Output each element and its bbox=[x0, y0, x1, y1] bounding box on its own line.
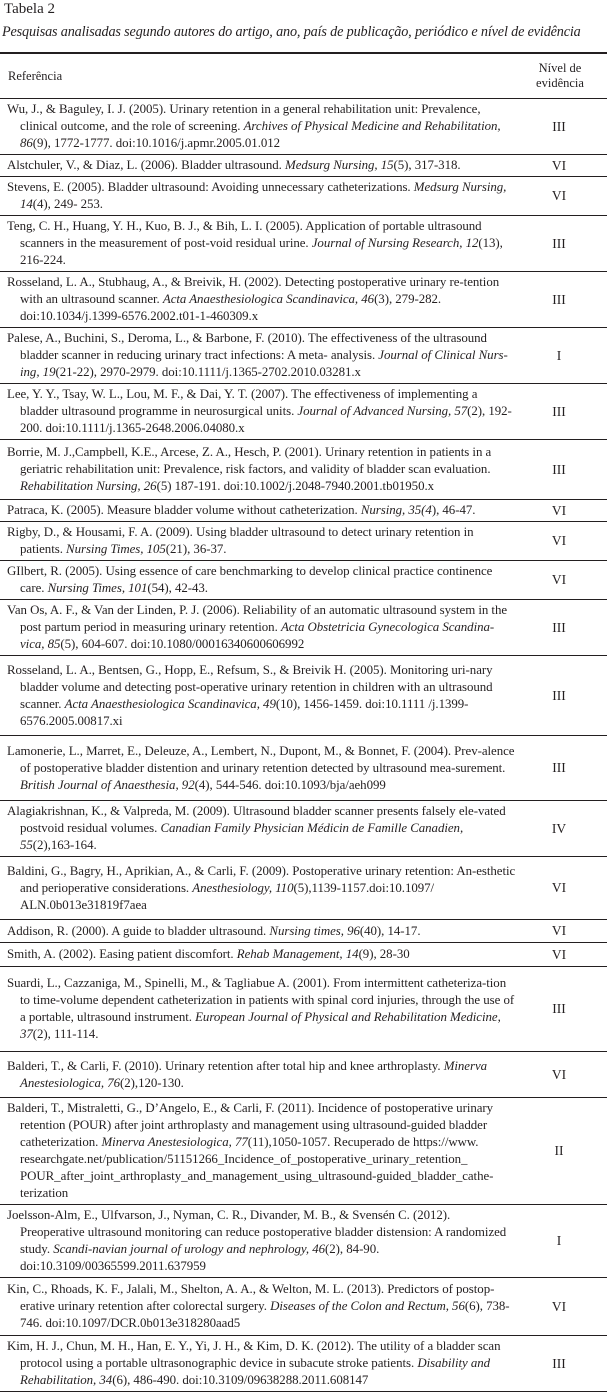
reference-cell bbox=[0, 943, 516, 967]
reference-text: Lamonerie, L., Marret, E., Deleuze, A., Lembert, N., Dupont, M., & Bonnet, F. (2004). Prev-alence of postoperative bladder distention and urinary retention detected by ultrasound mea-surement. bbox=[7, 743, 515, 775]
evidence-level-cell: VI bbox=[516, 857, 607, 920]
evidence-level-cell: III bbox=[516, 1336, 607, 1392]
journal-name: Nursing Times, 105 bbox=[66, 542, 166, 556]
table-row bbox=[0, 272, 607, 328]
citation-details: ), 46-47. bbox=[431, 503, 476, 517]
citation-details: (40), 14-17. bbox=[359, 923, 421, 938]
table-row bbox=[0, 600, 607, 656]
citation-details: (2), 192-200. doi:10.1111/j.1365-2648.2006.04080.x bbox=[20, 404, 512, 435]
citation-details: (4), 544-546. doi:10.1093/bja/aeh099 bbox=[194, 777, 386, 792]
citation-details: (2),120-130. bbox=[120, 1075, 184, 1090]
reference-cell bbox=[0, 272, 516, 328]
evidence-level-cell: III bbox=[516, 967, 607, 1052]
citation-details: (6), 486-490. doi:10.3109/09638288.2011.608147 bbox=[112, 1373, 369, 1387]
journal-name: Scandi-navian journal of urology and nephrology, 46 bbox=[53, 1242, 326, 1256]
reference-cell bbox=[0, 561, 516, 600]
reference-text: Baldini, G., Bagry, H., Aprikian, A., & Carli, F. (2009). Postoperative urinary retention: An-esthetic and perioperative considerations. bbox=[7, 863, 516, 895]
reference-cell bbox=[0, 216, 516, 272]
citation-details: (54), 42-43. bbox=[147, 581, 208, 595]
evidence-level-cell: III bbox=[516, 384, 607, 440]
table-row bbox=[0, 920, 607, 943]
evidence-level-cell: III bbox=[516, 600, 607, 656]
citation-details: (5),1139-1157.doi:10.1097/ ALN.0b013e31819f7aea bbox=[20, 880, 435, 912]
reference-cell bbox=[0, 600, 516, 656]
journal-name: Acta Anaesthesiologica Scandinavica, 49 bbox=[64, 696, 276, 711]
evidence-level-cell: III bbox=[516, 440, 607, 500]
citation-details: (9), 1772-1777. doi:10.1016/j.apmr.2005.01.012 bbox=[32, 136, 281, 150]
journal-name: Minerva Anestesiologica, 77 bbox=[101, 1135, 248, 1149]
reference-text: Palese, A., Buchini, S., Deroma, L., & Barbone, F. (2010). The effectiveness of the ultrasound bladder scanner in reducing urinary tract infections: A meta- analysis. bbox=[7, 331, 487, 362]
citation-details: (10), 1456-1459. doi:10.1111 /j.1399-6576.2005.00817.xi bbox=[20, 696, 469, 728]
table-caption: Pesquisas analisadas segundo autores do artigo, ano, país de publicação, periódico e nível de evidência bbox=[2, 24, 581, 40]
evidence-level-cell: III bbox=[516, 216, 607, 272]
citation-details: (21-22), 2970-2979. doi:10.1111/j.1365-2702.2010.03281.x bbox=[55, 365, 361, 379]
table-row bbox=[0, 500, 607, 522]
journal-name: Journal of Advanced Nursing, 57 bbox=[297, 404, 468, 418]
evidence-level-cell: VI bbox=[516, 522, 607, 561]
journal-name: Anesthesiology, 110 bbox=[192, 880, 294, 895]
reference-text: Kin, C., Rhoads, K. F., Jalali, M., Shelton, A. A., & Welton, M. L. (2013). Predictors of postop-erative urinary retention after colorectal surgery. bbox=[7, 1282, 495, 1313]
evidence-level-header-line1: Nível de bbox=[538, 61, 582, 75]
table-row bbox=[0, 656, 607, 736]
table-row bbox=[0, 736, 607, 801]
reference-text: Addison, R. (2000). A guide to bladder ultrasound. bbox=[7, 923, 270, 938]
evidence-level-cell: IV bbox=[516, 801, 607, 857]
journal-name: Nursing times, 96 bbox=[269, 923, 360, 938]
reference-cell bbox=[0, 656, 516, 736]
reference-cell bbox=[0, 1052, 516, 1098]
reference-text: Rosseland, L. A., Stubhaug, A., & Breivik, H. (2002). Detecting postoperative urinary re-tention with an ultrasound scanner. bbox=[7, 275, 500, 306]
references-table bbox=[0, 52, 607, 1392]
table-header-row bbox=[0, 53, 607, 99]
reference-text: Borrie, M. J.,Campbell, K.E., Arcese, Z. A., Hesch, P. (2001). Urinary retention in patients in a geriatric rehabilitation unit: Prevalence, risk factors, and validity of bladder scan evaluation. bbox=[7, 445, 492, 476]
table-row bbox=[0, 1205, 607, 1278]
journal-name: Minerva Anestesiologica, 76 bbox=[20, 1058, 488, 1090]
evidence-level-cell: III bbox=[516, 736, 607, 801]
table-body bbox=[0, 99, 607, 1392]
evidence-level-cell: VI bbox=[516, 920, 607, 943]
reference-cell bbox=[0, 384, 516, 440]
table-row bbox=[0, 561, 607, 600]
table-row bbox=[0, 177, 607, 216]
column-header-reference: Referência bbox=[0, 53, 516, 99]
table-row bbox=[0, 801, 607, 857]
reference-cell bbox=[0, 736, 516, 801]
citation-details: (2), 84-90. doi:10.3109/00365599.2011.637959 bbox=[20, 1242, 380, 1273]
table-row bbox=[0, 216, 607, 272]
reference-cell bbox=[0, 440, 516, 500]
reference-text: Van Os, A. F., & Van der Linden, P. J. (2006). Reliability of an automatic ultrasound system in the post partum period in measuring urinary retention. bbox=[7, 603, 508, 634]
journal-name: Journal of Nursing Research, 12 bbox=[311, 236, 479, 250]
citation-details: (3), 279-282. doi:10.1034/j.1399-6576.2002.t01-1-460309.x bbox=[20, 292, 442, 323]
reference-text: Rosseland, L. A., Bentsen, G., Hopp, E., Refsum, S., & Breivik H. (2005). Monitoring uri-nary bladder volume and detecting post-operative urinary retention in children with an ultrasound scanner. bbox=[7, 662, 493, 711]
reference-cell bbox=[0, 522, 516, 561]
reference-text: Teng, C. H., Huang, Y. H., Kuo, B. J., & Bih, L. I. (2005). Application of portable ultrasound scanners in the measurement of post-void residual urine. bbox=[7, 219, 482, 250]
reference-cell bbox=[0, 500, 516, 522]
journal-name: Journal of Clinical Nurs-ing, 19 bbox=[20, 348, 508, 379]
table-row bbox=[0, 967, 607, 1052]
evidence-level-cell: I bbox=[516, 1205, 607, 1278]
evidence-level-cell: III bbox=[516, 272, 607, 328]
reference-text: Stevens, E. (2005). Bladder ultrasound: Avoiding unnecessary catheterizations. bbox=[7, 180, 414, 194]
reference-text: Wu, J., & Baguley, I. J. (2005). Urinary retention in a general rehabilitation unit: Prevalence, clinical outcome, and the role of screening. bbox=[7, 102, 481, 133]
table-row bbox=[0, 99, 607, 155]
evidence-level-cell: VI bbox=[516, 561, 607, 600]
table-row bbox=[0, 1098, 607, 1205]
reference-text: Joelsson-Alm, E., Ulfvarson, J., Nyman, C. R., Divander, M. B., & Svensén C. (2012). Preoperative ultrasound monitoring can reduce postoperative bladder distension: A randomized study. bbox=[7, 1208, 507, 1256]
table-row bbox=[0, 440, 607, 500]
citation-details: (13), 216-224. bbox=[20, 236, 503, 267]
citation-details: (11),1050-1057. Recuperado de https://www. researchgate.net/publication/51151266_Incidence_of_postoperative_urinary_retention_ POUR_after_joint_arthroplasty_and_management_using_ultrasound-guided_bladder_cathe-terization bbox=[20, 1135, 494, 1200]
journal-name: Nursing, 35(4 bbox=[360, 503, 432, 517]
table-row bbox=[0, 384, 607, 440]
evidence-level-cell: VI bbox=[516, 1052, 607, 1098]
reference-text: Smith, A. (2002). Easing patient discomfort. bbox=[7, 947, 237, 961]
evidence-level-cell: III bbox=[516, 99, 607, 155]
evidence-level-cell: III bbox=[516, 656, 607, 736]
reference-text: Patraca, K. (2005). Measure bladder volume without catheterization. bbox=[7, 503, 361, 517]
table-row bbox=[0, 857, 607, 920]
journal-name: Nursing Times, 101 bbox=[47, 581, 148, 595]
evidence-level-cell: VI bbox=[516, 943, 607, 967]
reference-text: Suardi, L., Cazzaniga, M., Spinelli, M., & Tagliabue A. (2001). From intermittent catheteriza-tion to time-volume dependent catheterization in patients with spinal cord injuries, through the use of a portable, ultrasound instrument. bbox=[7, 976, 515, 1024]
evidence-level-cell: II bbox=[516, 1098, 607, 1205]
reference-text: Rigby, D., & Housami, F. A. (2009). Using bladder ultrasound to detect urinary retention in patients. bbox=[7, 525, 474, 556]
evidence-level-cell: VI bbox=[516, 500, 607, 522]
reference-cell bbox=[0, 1205, 516, 1278]
table-row bbox=[0, 1278, 607, 1336]
citation-details: (9), 28-30 bbox=[358, 947, 410, 961]
journal-name: Canadian Family Physician Médicin de Famille Canadien, 55 bbox=[20, 821, 464, 852]
evidence-level-cell: VI bbox=[516, 155, 607, 177]
citation-details: (21), 36-37. bbox=[165, 542, 227, 556]
reference-cell bbox=[0, 99, 516, 155]
reference-cell bbox=[0, 155, 516, 177]
citation-details: (5) 187-191. doi:10.1002/j.2048-7940.2001.tb01950.x bbox=[156, 479, 435, 493]
reference-text: Balderi, T., Mistraletti, G., D’Angelo, E., & Carli, F. (2011). Incidence of postoperative urinary retention (POUR) after joint arthroplasty and management using ultrasound-guided bladder catheterization. bbox=[7, 1101, 494, 1149]
reference-text: Kim, H. J., Chun, M. H., Han, E. Y., Yi, J. H., & Kim, D. K. (2012). The utility of a bladder scan protocol using a portable ultrasonographic device in subacute stroke patients. bbox=[7, 1339, 501, 1370]
journal-name: Acta Obstetricia Gynecologica Scandina-vica, 85 bbox=[20, 620, 495, 651]
journal-name: Rehab Management, 14 bbox=[236, 947, 359, 961]
journal-name: Archives of Physical Medicine and Rehabilitation, 86 bbox=[20, 119, 501, 150]
reference-text: Lee, Y. Y., Tsay, W. L., Lou, M. F., & Dai, Y. T. (2007). The effectiveness of implementing a bladder ultrasound programme in neurosurgical units. bbox=[7, 387, 478, 418]
reference-text: Alagiakrishnan, K., & Valpreda, M. (2009). Ultrasound bladder scanner presents falsely ele-vated postvoid residual volumes. bbox=[7, 804, 506, 835]
journal-name: Acta Anaesthesiologica Scandinavica, 46 bbox=[162, 292, 375, 306]
reference-cell bbox=[0, 1098, 516, 1205]
journal-name: Diseases of the Colon and Rectum, 56 bbox=[270, 1299, 465, 1313]
citation-details: (6), 738-746. doi:10.1097/DCR.0b013e318280aad5 bbox=[20, 1299, 510, 1330]
evidence-level-cell: I bbox=[516, 328, 607, 384]
reference-cell bbox=[0, 328, 516, 384]
reference-text: GIlbert, R. (2005). Using essence of care benchmarking to develop clinical practice continence care. bbox=[7, 564, 493, 595]
table-row bbox=[0, 155, 607, 177]
evidence-level-cell: VI bbox=[516, 177, 607, 216]
reference-cell bbox=[0, 857, 516, 920]
evidence-level-header-line2: evidência bbox=[536, 76, 584, 90]
journal-name: Disability and Rehabilitation, 34 bbox=[20, 1356, 491, 1387]
journal-name: Rehabilitation Nursing, 26 bbox=[20, 479, 157, 493]
reference-cell bbox=[0, 177, 516, 216]
citation-details: (5), 604-607. doi:10.1080/00016340600606992 bbox=[60, 637, 305, 651]
reference-cell bbox=[0, 967, 516, 1052]
evidence-level-cell: VI bbox=[516, 1278, 607, 1336]
table-row bbox=[0, 943, 607, 967]
journal-name: Medsurg Nursing, 15 bbox=[285, 158, 394, 172]
table-row bbox=[0, 522, 607, 561]
journal-name: British Journal of Anaesthesia, 92 bbox=[20, 777, 195, 792]
citation-details: (4), 249- 253. bbox=[32, 197, 103, 211]
reference-cell bbox=[0, 1278, 516, 1336]
table-row bbox=[0, 1052, 607, 1098]
reference-text: Alstchuler, V., & Diaz, L. (2006). Bladder ultrasound. bbox=[7, 158, 286, 172]
journal-name: European Journal of Physical and Rehabilitation Medicine, 37 bbox=[20, 1010, 501, 1041]
table-label: Tabela 2 bbox=[4, 1, 56, 17]
citation-details: (2), 111-114. bbox=[32, 1027, 99, 1041]
table-row bbox=[0, 328, 607, 384]
reference-cell bbox=[0, 920, 516, 943]
citation-details: (2),163-164. bbox=[32, 838, 97, 852]
reference-text: Balderi, T., & Carli, F. (2010). Urinary retention after total hip and knee arthroplasty. bbox=[7, 1058, 444, 1073]
journal-name: Medsurg Nursing, 14 bbox=[20, 180, 507, 211]
column-header-evidence-level bbox=[516, 53, 607, 99]
reference-cell bbox=[0, 801, 516, 857]
citation-details: (5), 317-318. bbox=[393, 158, 461, 172]
